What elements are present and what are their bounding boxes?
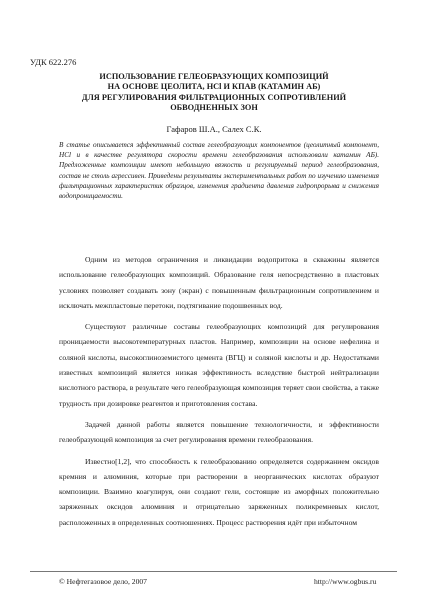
body-paragraph: Существуют различные составы гелеобразующих композиций для регулирования проницаемости высокотемпературных пластов. Например, композиции на основе нефелина и соляной кислоты, высокоглиноземистого цемента (ВГЦ) и соляной кислоты и др. Недостатками известных композиций является низкая эффективность вследствие быстрой нейтрализации кислотного раствора, в результате чего гелеобразующая композиция теряет свои свойства, а также трудность при дозировке реагентов и приготовления состава. [59, 322, 379, 408]
title-line: ОБВОДНЕННЫХ ЗОН [170, 103, 258, 113]
title-line: НА ОСНОВЕ ЦЕОЛИТА, HCl И КПАВ (КАТАМИН АБ) [107, 82, 321, 92]
title-line: ИСПОЛЬЗОВАНИЕ ГЕЛЕОБРАЗУЮЩИХ КОМПОЗИЦИЙ [99, 72, 329, 81]
article-title [40, 72, 388, 114]
body-paragraph: Известно[1,2], что способность к гелеобразованию определяется содержанием оксидов кремния и алюминия, которые при растворении в неорганических кислотах образуют композиции. Взаимно коагулируя, они создают гели, состоящие из аморфных положительно заряженных оксидов алюминия и отрицательно заряженных поликремневых кислот, расположенных в определенных соотношениях. Процесс растворения идёт при избыточном [59, 456, 379, 527]
body-paragraph: Задачей данной работы является повышение технологичности, и эффективности гелеобразующей композиция за счет регулирования времени гелеобразования. [59, 419, 379, 445]
body-paragraph: Одним из методов ограничения и ликвидации водопритока в скважины является использование гелеобразующих композиций. Образование геля непосредственно в пластовых условиях позволяет создавать зону (экран) с повышенным фильтрационным сопротивлением и исключать межпластовые перетоки, подтягивание подошвенных вод. [59, 255, 379, 310]
authors: Гафаров Ш.А., Салех С.К. [166, 124, 262, 134]
footer-copyright: © Нефтегазовое дело, 2007 [59, 577, 147, 586]
udk-code: УДК 622.276 [30, 57, 77, 67]
footer-url-link[interactable]: http://www.ogbus.ru [314, 577, 377, 586]
abstract: В статье описывается эффективный состав гелеобразующих компонентов (цеолитный компонент, HCl и в качестве регулятора скорости времени гелеобразования использовали катамин АБ). Предложенные композиции имеют небольшую вязкость и регулируемый период гелеобразования, состав не столь агрессивен. Приведены результаты экспериментальных работ по изучению изменения фильтрационных характеристик образцов, изменения градиента давления гидропрорыва и снижения водопроницаемости. [59, 141, 379, 201]
article-body [59, 252, 379, 536]
footer-divider [30, 571, 397, 572]
title-line: ДЛЯ РЕГУЛИРОВАНИЯ ФИЛЬТРАЦИОННЫХ СОПРОТИВЛЕНИЙ [81, 92, 347, 102]
